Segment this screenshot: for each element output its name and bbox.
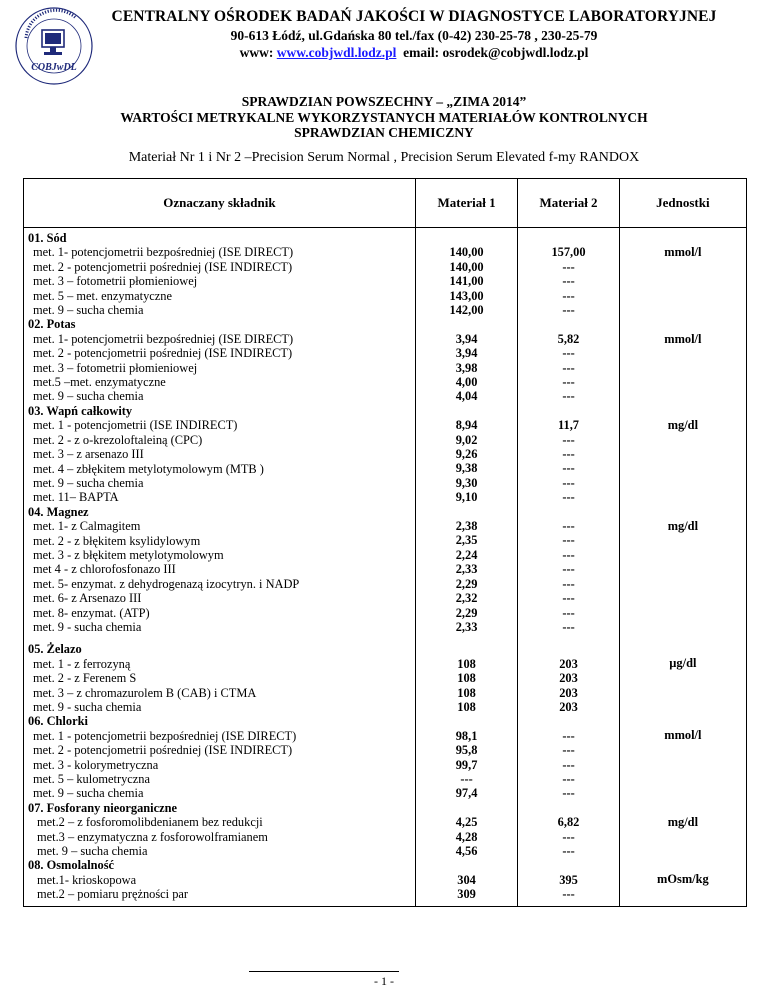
material-2-value: --- [562, 360, 575, 375]
logo-text: COBJwDL [31, 62, 77, 73]
material-1-value: 2,35 [455, 533, 478, 548]
table-body-row [24, 228, 747, 907]
material-1-value: 4,28 [455, 829, 478, 844]
method-label: met. 4 – zbłękitem metylotymolowym (MTB ) [33, 461, 264, 476]
unit-value: mmol/l [664, 728, 702, 743]
material-2-value: --- [562, 843, 575, 858]
spacer [620, 476, 746, 490]
method-label: met. 9 - sucha chemia [33, 619, 142, 634]
material-1-value: 98,1 [455, 728, 478, 743]
spacer [620, 858, 746, 872]
spacer [518, 505, 618, 519]
spacer [620, 533, 746, 547]
material-2-value: --- [562, 533, 575, 548]
material-1-value: 9,02 [455, 432, 478, 447]
material-2-value: 203 [559, 656, 578, 671]
materials-description: Materiał Nr 1 i Nr 2 –Precision Serum Normal , Precision Serum Elevated f-my RANDOX [128, 150, 640, 165]
title-line-3: SPRAWDZIAN CHEMICZNY [294, 125, 474, 140]
spacer [620, 375, 746, 389]
spacer [620, 605, 746, 619]
section-title: 07. Fosforany nieorganiczne [28, 800, 178, 815]
section-title: 04. Magnez [28, 504, 89, 519]
spacer [620, 786, 746, 800]
spacer [620, 490, 746, 504]
material-2-value: --- [562, 619, 575, 634]
section-title: 05. Żelazo [28, 642, 82, 657]
material-1-value: 2,33 [455, 562, 478, 577]
material-1-value: 2,29 [455, 605, 478, 620]
spacer [620, 548, 746, 562]
material-2-value: --- [562, 887, 575, 902]
method-label: met. 5- enzymat. z dehydrogenazą izocytryn. i NADP [33, 576, 300, 591]
spacer [416, 505, 517, 519]
material-2-value: --- [562, 475, 575, 490]
material-2-value: --- [562, 461, 575, 476]
material-2-value: --- [562, 562, 575, 577]
material-1-value: 99,7 [455, 757, 478, 772]
material-2-value: 5,82 [557, 331, 580, 346]
material-1-value: 3,98 [455, 360, 478, 375]
spacer [620, 685, 746, 699]
header-material-1: Materiał 1 [415, 179, 517, 228]
material-1-value: 142,00 [449, 303, 484, 318]
spacer [620, 346, 746, 360]
method-label: met. 9 – sucha chemia [33, 303, 144, 318]
spacer [518, 404, 618, 418]
material-2-value: 203 [559, 671, 578, 686]
material-1-value: 9,26 [455, 447, 478, 462]
spacer [518, 714, 618, 728]
unit-value: mOsm/kg [657, 872, 709, 887]
material-2-value: --- [562, 547, 575, 562]
material-1-value: 95,8 [455, 743, 478, 758]
spacer [620, 389, 746, 403]
material-1-value: 3,94 [455, 346, 478, 361]
method-label: met.3 – enzymatyczna z fosforowolframianem [37, 829, 268, 844]
material-2-value: --- [562, 432, 575, 447]
unit-value: mmol/l [664, 245, 702, 260]
material-1-value: 143,00 [449, 288, 484, 303]
material-1-value: 3,94 [455, 331, 478, 346]
spacer [620, 671, 746, 685]
material-2-value: --- [562, 728, 575, 743]
method-label: met. 9 – sucha chemia [33, 475, 144, 490]
spacer [518, 858, 618, 872]
spacer [518, 801, 618, 815]
spacer [620, 317, 746, 331]
material-1-value: 141,00 [449, 274, 484, 289]
material-2-value: 157,00 [551, 245, 586, 260]
contact-line [60, 45, 768, 61]
material-1-value: 2,32 [455, 591, 478, 606]
unit-value: µg/dl [669, 656, 697, 671]
method-label: met. 5 – kulometryczna [33, 772, 150, 787]
material-2-value: --- [562, 375, 575, 390]
method-label: met. 8- enzymat. (ATP) [33, 605, 150, 620]
method-label: met. 2 - z Ferenem S [33, 671, 137, 686]
material-1-value: 2,38 [455, 519, 478, 534]
material-2-value: --- [562, 303, 575, 318]
spacer [620, 289, 746, 303]
material-2-value: --- [562, 605, 575, 620]
unit-value: mg/dl [667, 814, 699, 829]
material-2-value: 11,7 [558, 418, 579, 433]
material-2-value: --- [562, 743, 575, 758]
spacer [28, 634, 413, 642]
header-units: Jednostki [619, 179, 746, 228]
spacer [620, 700, 746, 714]
spacer [416, 317, 517, 331]
method-label: met. 3 - kolorymetryczna [33, 757, 159, 772]
spacer [416, 634, 517, 642]
spacer [620, 231, 746, 245]
spacer [518, 231, 618, 245]
material-1-value: 108 [457, 685, 476, 700]
material-1-value: 2,29 [455, 576, 478, 591]
material-1-column [415, 228, 517, 907]
method-label: met. 3 – fotometrii płomieniowej [33, 360, 198, 375]
results-table [23, 178, 747, 907]
spacer [620, 757, 746, 771]
material-2-value: --- [562, 771, 575, 786]
unit-value: mmol/l [664, 331, 702, 346]
spacer [518, 634, 618, 642]
method-label: met. 2 - z o-krezoloftaleiną (CPC) [33, 432, 203, 447]
material-2-value: --- [562, 288, 575, 303]
title-line-2: WARTOŚCI METRYKALNE WYKORZYSTANYCH MATERIAŁÓW KONTROLNYCH [120, 109, 648, 125]
material-2-value: 395 [559, 872, 578, 887]
letterhead [60, 8, 768, 61]
material-1-value: 4,00 [455, 375, 478, 390]
unit-value: mg/dl [667, 418, 699, 433]
method-label: met. 11– BAPTA [33, 490, 119, 505]
method-label: met. 2 - potencjometrii pośredniej (ISE INDIRECT) [33, 259, 293, 274]
material-2-value: --- [562, 259, 575, 274]
spacer [416, 858, 517, 872]
spacer [518, 317, 618, 331]
material-2-value: --- [562, 346, 575, 361]
spacer [416, 642, 517, 656]
material-1-value: --- [460, 771, 473, 786]
material-1-value: 2,24 [455, 547, 478, 562]
material-1-value: 108 [457, 699, 476, 714]
material-1-value: 9,30 [455, 475, 478, 490]
method-label: met.2 – z fosforomolibdenianem bez redukcji [37, 815, 263, 830]
section-title: 08. Osmolalność [28, 858, 115, 873]
method-label: met. 3 - z błękitem metylotymolowym [33, 547, 224, 562]
method-label: met 4 - z chlorofosfonazo III [33, 562, 176, 577]
material-1-value: 4,04 [455, 389, 478, 404]
spacer [620, 714, 746, 728]
material-1-value: 9,38 [455, 461, 478, 476]
material-1-value: 304 [457, 872, 476, 887]
spacer [620, 274, 746, 288]
material-1-value: 9,10 [455, 490, 478, 505]
material-2-value: 6,82 [557, 815, 580, 830]
method-label: met. 3 – z chromazurolem B (CAB) i CTMA [33, 685, 257, 700]
spacer [620, 576, 746, 590]
spacer [620, 361, 746, 375]
spacer [620, 433, 746, 447]
method-label: met. 9 – sucha chemia [33, 389, 144, 404]
section-title: 06. Chlorki [28, 714, 88, 729]
spacer [416, 231, 517, 245]
spacer [620, 829, 746, 843]
material-2-value: --- [562, 447, 575, 462]
material-2-column [518, 228, 619, 907]
document-title [0, 94, 768, 141]
method-label: met. 9 – sucha chemia [37, 844, 148, 859]
section-title: 02. Potas [28, 317, 76, 332]
material-2-value: --- [562, 274, 575, 289]
header-material-2: Materiał 2 [518, 179, 619, 228]
material-2-value: --- [562, 389, 575, 404]
email-address: osrodek@cobjwdl.lodz.pl [442, 45, 589, 60]
method-label: met. 3 – z arsenazo III [33, 447, 144, 462]
material-2-value: --- [562, 519, 575, 534]
section-title: 01. Sód [28, 231, 67, 245]
spacer [620, 800, 746, 814]
material-1-value: 4,56 [455, 843, 478, 858]
method-label: met. 1 - z ferrozyną [33, 656, 131, 671]
section-title: 03. Wapń całkowity [28, 403, 133, 418]
email-label: email: [403, 45, 440, 60]
material-2-value: --- [562, 591, 575, 606]
institution-address: 90-613 Łódź, ul.Gdańska 80 tel./fax (0-42) 230-25-78 , 230-25-79 [230, 28, 598, 43]
material-1-value: 108 [457, 656, 476, 671]
material-1-value: 140,00 [449, 245, 484, 260]
spacer [620, 562, 746, 576]
material-2-value: 203 [559, 699, 578, 714]
material-1-value: 140,00 [449, 259, 484, 274]
material-1-value: 97,4 [455, 786, 478, 801]
institution-name: CENTRALNY OŚRODEK BADAŃ JAKOŚCI W DIAGNOSTYCE LABORATORYJNEJ [111, 8, 717, 25]
spacer [518, 642, 618, 656]
spacer [620, 743, 746, 757]
method-label: met. 2 - z błękitem ksylidylowym [33, 533, 201, 548]
method-label: met. 2 - potencjometrii pośredniej (ISE INDIRECT) [33, 346, 293, 361]
footer-rule [249, 971, 399, 972]
website-link[interactable]: www.cobjwdl.lodz.pl [276, 45, 397, 60]
method-label: met. 2 - potencjometrii pośredniej (ISE INDIRECT) [33, 743, 293, 758]
material-2-value: --- [562, 490, 575, 505]
spacer [620, 844, 746, 858]
material-2-value: --- [562, 576, 575, 591]
spacer [620, 447, 746, 461]
method-label: met. 1- potencjometrii bezpośredniej (ISE DIRECT) [33, 245, 294, 260]
method-label: met. 1- potencjometrii bezpośredniej (ISE DIRECT) [33, 331, 294, 346]
material-1-value: 8,94 [455, 418, 478, 433]
method-label: met. 5 – met. enzymatyczne [33, 288, 172, 303]
material-1-value: 4,25 [455, 815, 478, 830]
material-1-value: 2,33 [455, 619, 478, 634]
material-2-value: --- [562, 786, 575, 801]
spacer [416, 404, 517, 418]
material-1-value: 108 [457, 671, 476, 686]
method-label: met. 6- z Arsenazo III [33, 591, 142, 606]
title-line-1: SPRAWDZIAN POWSZECHNY – „ZIMA 2014” [241, 94, 527, 109]
www-label: www: [239, 45, 274, 60]
spacer [620, 591, 746, 605]
spacer [416, 801, 517, 815]
spacer [620, 303, 746, 317]
method-label: met. 1- z Calmagitem [33, 519, 141, 534]
method-label: met. 1 - potencjometrii bezpośredniej (ISE DIRECT) [33, 728, 297, 743]
unit-value: mg/dl [667, 518, 699, 533]
method-label: met.2 – pomiaru prężności par [37, 887, 189, 902]
components-column [24, 228, 416, 907]
spacer [620, 260, 746, 274]
material-2-value: --- [562, 757, 575, 772]
spacer [620, 887, 746, 901]
spacer [620, 504, 746, 518]
page-number: - 1 - [374, 974, 394, 988]
spacer [620, 772, 746, 786]
material-1-value: 309 [457, 887, 476, 902]
method-label: met. 9 - sucha chemia [33, 700, 142, 714]
material-2-value: 203 [559, 685, 578, 700]
spacer [620, 620, 746, 634]
method-label: met. 3 – fotometrii płomieniowej [33, 274, 198, 289]
units-column [619, 228, 746, 907]
method-label: met.5 –met. enzymatyczne [33, 375, 166, 390]
spacer [416, 714, 517, 728]
method-label: met. 1 - potencjometrii (ISE INDIRECT) [33, 418, 238, 433]
method-label: met.1- krioskopowa [37, 872, 137, 887]
table-header-row [24, 179, 747, 228]
spacer [620, 461, 746, 475]
header-component: Oznaczany składnik [24, 179, 416, 228]
material-2-value: --- [562, 829, 575, 844]
spacer [620, 404, 746, 418]
spacer [620, 634, 746, 642]
method-label: met. 9 – sucha chemia [33, 786, 144, 801]
spacer [620, 642, 746, 656]
